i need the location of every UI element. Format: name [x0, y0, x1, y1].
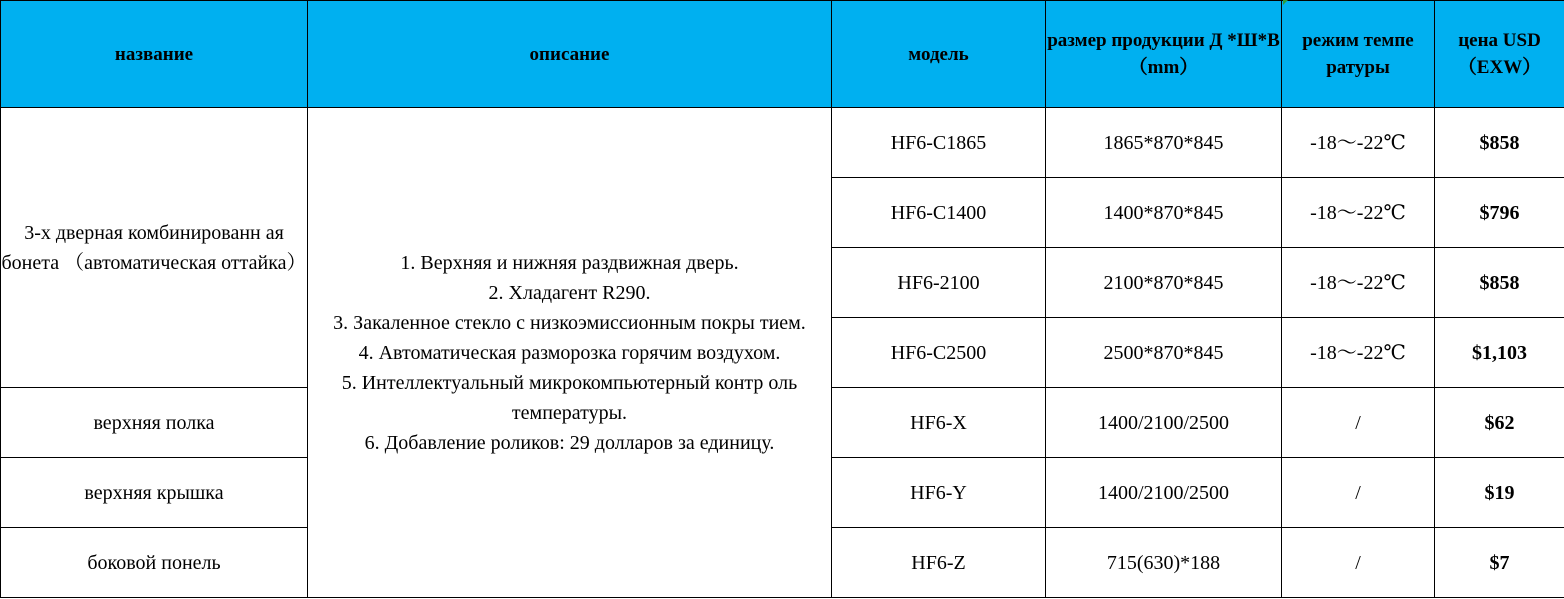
header-row: [1, 1, 1564, 108]
model-cell: HF6-2100: [832, 248, 1046, 318]
size-cell: 1400/2100/2500: [1046, 458, 1282, 528]
price-cell: $858: [1435, 248, 1564, 318]
name-cell: верхняя полка: [1, 388, 308, 458]
description-item: 6. Добавление роликов: 29 долларов за единицу.: [364, 431, 775, 454]
table-row: [1, 108, 1564, 178]
temp-cell: /: [1282, 528, 1435, 598]
model-cell: HF6-X: [832, 388, 1046, 458]
name-cell: верхняя крышка: [1, 458, 308, 528]
description-item: 1. Верхняя и нижняя раздвижная дверь.: [400, 251, 739, 274]
cell-comment-marker: [1283, 0, 1288, 5]
name-cell: боковой понель: [1, 528, 308, 598]
description-item: 3. Закаленное стекло с низкоэмиссионным покры тием.: [333, 311, 806, 334]
description-item: 2. Хладагент R290.: [488, 281, 651, 304]
price-cell: $7: [1435, 528, 1564, 598]
temp-cell: /: [1282, 388, 1435, 458]
model-cell: HF6-C1400: [832, 178, 1046, 248]
header-description: описание: [308, 1, 832, 108]
header-size: размер продукции Д *Ш*В （mm）: [1046, 1, 1282, 108]
description-item: 4. Автоматическая разморозка горячим воздухом.: [358, 341, 781, 364]
header-price: цена USD（EXW）: [1435, 1, 1564, 108]
temp-cell: /: [1282, 458, 1435, 528]
price-cell: $62: [1435, 388, 1564, 458]
temp-cell: -18～-22℃: [1282, 108, 1435, 178]
group-name-cell: 3-х дверная комбинированн ая бонета （автоматическая оттайка）: [1, 108, 308, 388]
size-cell: 2500*870*845: [1046, 318, 1282, 388]
size-cell: 1865*870*845: [1046, 108, 1282, 178]
price-cell: $858: [1435, 108, 1564, 178]
description-item: 5. Интеллектуальный микрокомпьютерный контр оль температуры.: [341, 371, 798, 424]
size-cell: 1400*870*845: [1046, 178, 1282, 248]
size-cell: 1400/2100/2500: [1046, 388, 1282, 458]
size-cell: 715(630)*188: [1046, 528, 1282, 598]
price-cell: $796: [1435, 178, 1564, 248]
model-cell: HF6-Z: [832, 528, 1046, 598]
header-name: название: [1, 1, 308, 108]
size-cell: 2100*870*845: [1046, 248, 1282, 318]
header-temperature: режим темпе ратуры: [1282, 1, 1435, 108]
header-model: модель: [832, 1, 1046, 108]
temp-cell: -18～-22℃: [1282, 248, 1435, 318]
description-cell: [308, 108, 832, 598]
temp-cell: -18～-22℃: [1282, 178, 1435, 248]
model-cell: HF6-C1865: [832, 108, 1046, 178]
model-cell: HF6-Y: [832, 458, 1046, 528]
price-cell: $19: [1435, 458, 1564, 528]
description-list: [308, 248, 831, 458]
model-cell: HF6-C2500: [832, 318, 1046, 388]
price-cell: $1,103: [1435, 318, 1564, 388]
temp-cell: -18～-22℃: [1282, 318, 1435, 388]
